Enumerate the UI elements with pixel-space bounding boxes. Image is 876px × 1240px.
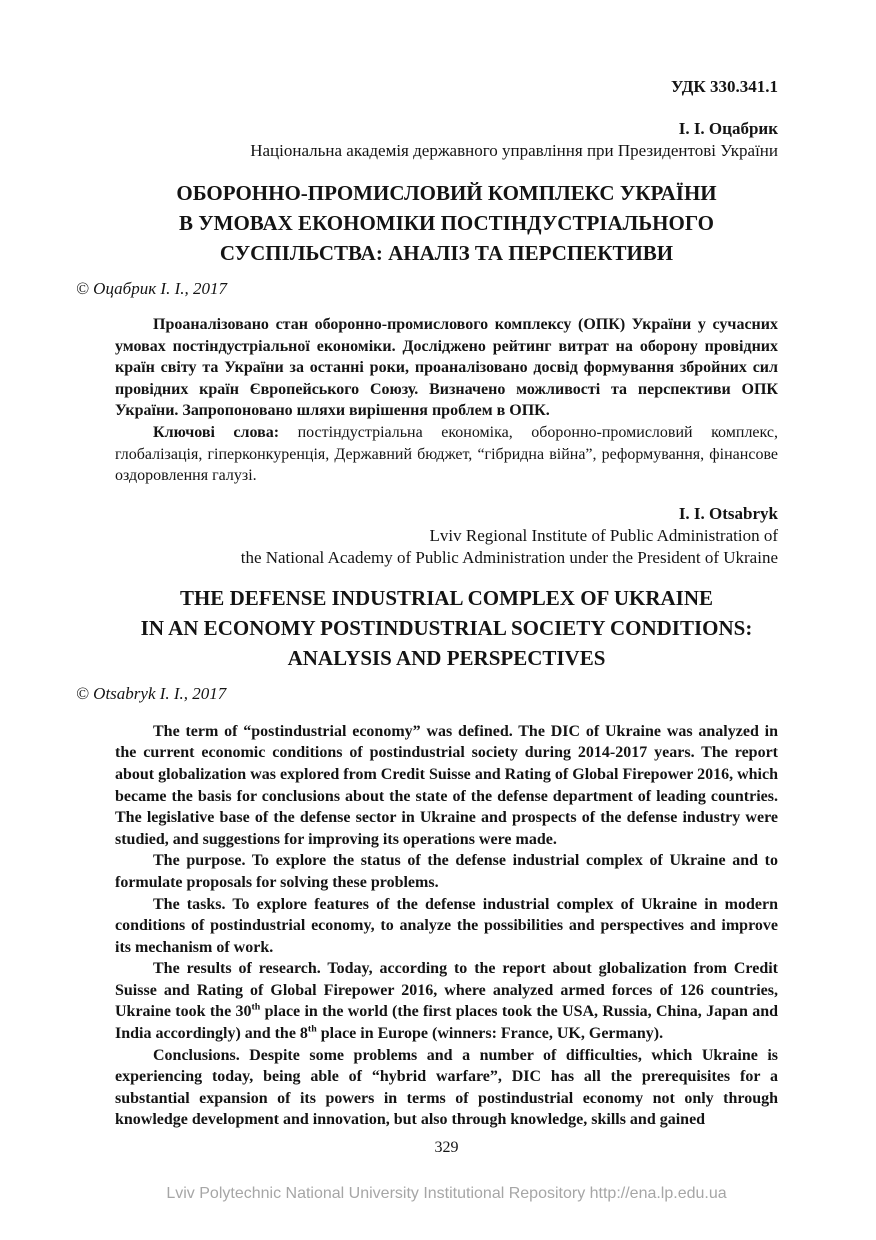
copyright-en: © Otsabryk I. I., 2017	[76, 683, 227, 703]
keywords-label: Ключові слова:	[153, 423, 280, 441]
author-name-uk: І. І. Оцабрик	[678, 119, 778, 138]
article-title-en-line3: ANALYSIS AND PERSPECTIVES	[287, 645, 606, 670]
article-title-en	[115, 583, 778, 673]
paragraph-tasks: The tasks. To explore features of the defense industrial complex of Ukraine in modern conditions of postindustrial economy, to analyze the possibilities and perspectives and improve its mechanism of work.	[115, 895, 778, 956]
results-text-1: The results of research. Today, according to the report about globalization from Credit Suisse and Rating of Global Firepower 2016, where analyzed armed forces of 126 countries, Ukraine took the 30	[115, 960, 778, 1021]
copyright-uk: © Оцабрик І. І., 2017	[76, 279, 227, 298]
paragraph-purpose: The purpose. To explore the status of the defense industrial complex of Ukraine and to formulate proposals for solving these problems.	[115, 852, 778, 891]
affiliation-en-line1: Lviv Regional Institute of Public Administration of	[429, 525, 778, 545]
superscript-th-30: th	[251, 1002, 261, 1014]
paragraph-defined: The term of “postindustrial economy” was defined. The DIC of Ukraine was analyzed in the current economic conditions of postindustrial society during 2014-2017 years. The report about globalization was explored from Credit Suisse and Rating of Global Firepower 2016, which became the basis for conclusions about the state of the defense department of leading countries. The legislative base of the defense sector in Ukraine and prospects of the defense industry were studied, and suggestions for improving its operations were made.	[115, 722, 778, 848]
article-title-uk-line1: ОБОРОННО-ПРОМИСЛОВИЙ КОМПЛЕКС УКРАЇНИ	[176, 181, 717, 205]
paragraph-conclusions: Conclusions. Despite some problems and a number of difficulties, which Ukraine is experiencing today, being able of “hybrid warfare”, DIC has all the prerequisites for a substantial expansion of its powers in terms of postindustrial economy not only through knowledge development and innovation, but also through knowledge, skills and gained	[115, 1046, 778, 1129]
repository-footer: Lviv Polytechnic National University Institutional Repository http://ena.lp.edu.ua	[166, 1185, 727, 1203]
page-number: 329	[434, 1139, 459, 1157]
article-title-uk	[115, 178, 778, 268]
author-name-en: I. I. Otsabryk	[678, 503, 778, 523]
abstract-uk: Проаналізовано стан оборонно-промислового комплексу (ОПК) України у сучасних умовах постіндустріальної економіки. Досліджено рейтинг витрат на оборону провідних країн світу та України за останні роки, проаналізовано досвід формування збройних сил провідних країн Європейського Союзу. Визначено можливості та перспективи ОПК України. Запропоновано шляхи вирішення проблем в ОПК.	[115, 316, 778, 420]
results-text-3: place in Europe (winners: France, UK, Germany).	[316, 1025, 664, 1043]
keywords-list: постіндустріальна економіка, оборонно-промисловий комплекс, глобалізація, гіперконкуренція, Державний бюджет, “гібридна війна”, реформування, фінансове оздоровлення галузі.	[115, 423, 778, 485]
article-title-en-line2: IN AN ECONOMY POSTINDUSTRIAL SOCIETY CONDITIONS:	[140, 615, 753, 640]
udc-code: УДК 330.341.1	[670, 77, 778, 96]
article-title-uk-line3: СУСПІЛЬСТВА: АНАЛІЗ ТА ПЕРСПЕКТИВИ	[219, 241, 674, 265]
paragraph-results	[115, 958, 778, 1044]
affiliation-en-line2: the National Academy of Public Administration under the President of Ukraine	[240, 547, 778, 567]
article-title-uk-line2: В УМОВАХ ЕКОНОМІКИ ПОСТІНДУСТРІАЛЬНОГО	[178, 211, 715, 235]
superscript-th-8: th	[307, 1023, 317, 1035]
affiliation-uk: Національна академія державного управління при Президентові України	[250, 141, 778, 160]
results-text-2: place in the world (the first places took the USA, Russia, China, Japan and India accordingly) and the 8	[115, 1003, 778, 1043]
article-title-en-line1: THE DEFENSE INDUSTRIAL COMPLEX OF UKRAINE	[179, 585, 714, 610]
keywords-uk	[115, 422, 778, 487]
